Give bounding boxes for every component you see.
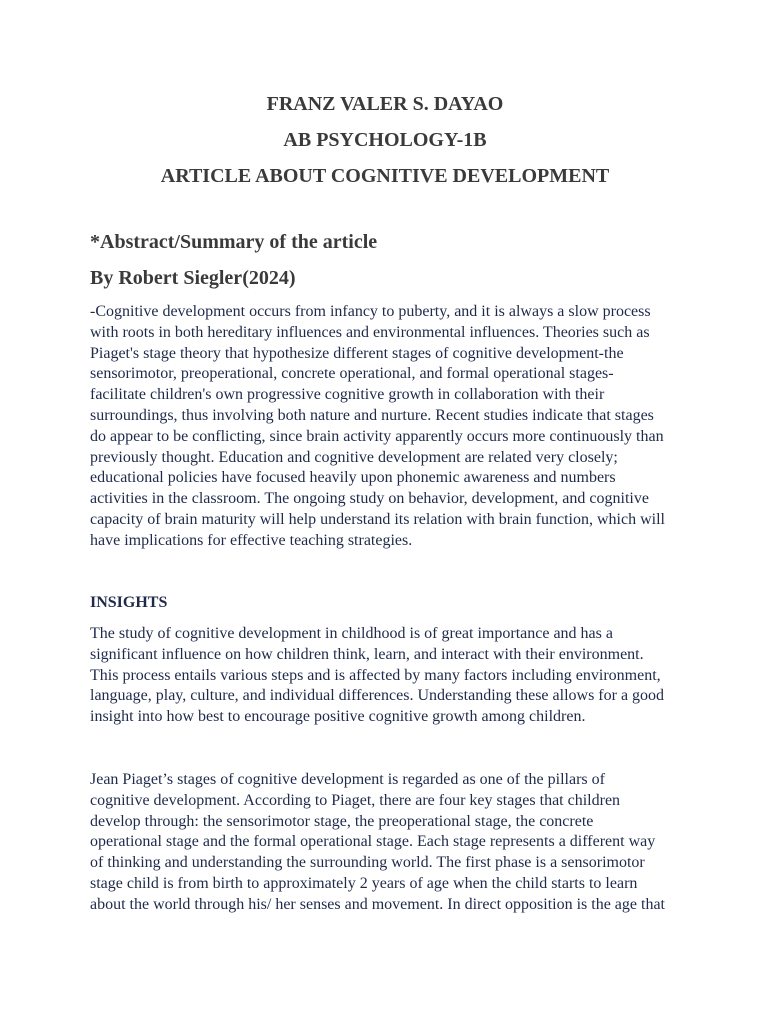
text-line: operational stage and the formal operational stage. Each stage represents a different way [90, 833, 656, 851]
text-line: significant influence on how children think, learn, and interact with their environment. [90, 645, 644, 663]
text-line: Jean Piaget’s stages of cognitive development is regarded as one of the pillars of [90, 771, 605, 788]
text-line: about the world through his/ her senses and movement. In direct opposition is the age that [90, 895, 665, 913]
text-line: insight into how best to encourage positive cognitive growth among children. [90, 708, 586, 726]
text-line: have implications for effective teaching strategies. [90, 531, 413, 549]
text-line: educational policies have focused heavily upon phonemic awareness and numbers [90, 469, 616, 487]
text-line: language, play, culture, and individual differences. Understanding these allows for a good [90, 687, 665, 705]
text-line: cognitive development. According to Piaget, there are four key stages that children [90, 791, 621, 809]
abstract-heading: *Abstract/Summary of the article [90, 231, 378, 253]
text-line: stage child is from birth to approximately 2 years of age when the child starts to learn [90, 874, 638, 892]
insights-heading: INSIGHTS [90, 594, 168, 611]
article-title: ARTICLE ABOUT COGNITIVE DEVELOPMENT [160, 165, 610, 187]
article-byline: By Robert Siegler(2024) [90, 267, 296, 289]
text-line: The study of cognitive development in childhood is of great importance and has a [90, 625, 613, 642]
text-line: develop through: the sensorimotor stage, the preoperational stage, the concrete [90, 812, 594, 830]
piaget-paragraph [90, 770, 682, 916]
abstract-paragraph [90, 302, 682, 552]
text-line: capacity of brain maturity will help understand its relation with brain function, which will [90, 510, 665, 528]
text-line: activities in the classroom. The ongoing study on behavior, development, and cognitive [90, 490, 649, 508]
text-line: sensorimotor, preoperational, concrete operational, and formal operational stages- [90, 365, 614, 383]
course-name: AB PSYCHOLOGY-1B [283, 129, 487, 151]
text-line: This process entails various steps and is affected by many factors including environment, [90, 666, 661, 684]
text-line: surroundings, thus involving both nature and nurture. Recent studies indicate that stages [90, 406, 654, 424]
text-line: with roots in both hereditary influences and environmental influences. Theories such as [90, 323, 650, 341]
insights-paragraph [90, 624, 682, 728]
text-line: facilitate children's own progressive cognitive growth in collaboration with their [90, 386, 605, 404]
text-line: do appear to be conflicting, since brain activity apparently occurs more continuously than [90, 427, 664, 445]
text-line: previously thought. Education and cognitive development are related very closely; [90, 448, 618, 466]
text-line: Piaget's stage theory that hypothesize different stages of cognitive development-the [90, 344, 624, 362]
text-line: of thinking and understanding the surrounding world. The first phase is a sensorimotor [90, 854, 645, 872]
text-line: -Cognitive development occurs from infancy to puberty, and it is always a slow process [90, 303, 651, 320]
author-name: FRANZ VALER S. DAYAO [266, 93, 504, 115]
